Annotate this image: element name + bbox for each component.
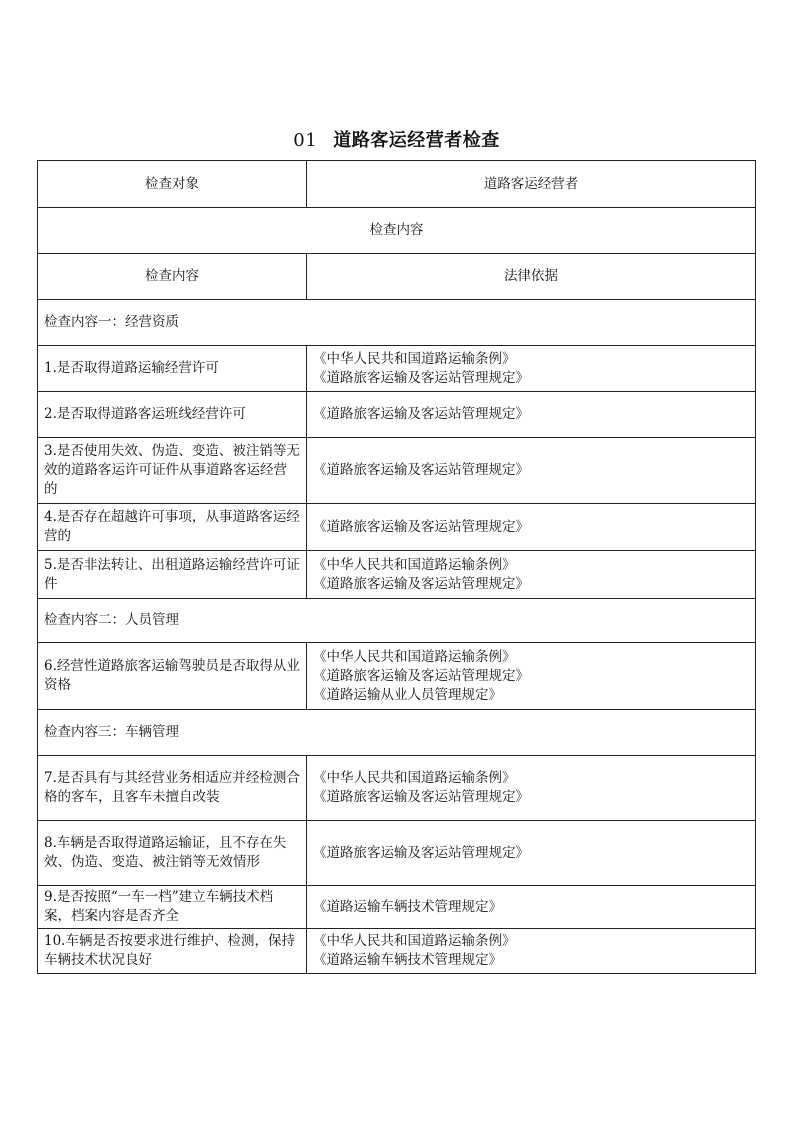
legal-basis-item: 《中华人民共和国道路运输条例》 xyxy=(313,770,516,786)
check-item-text: 9.是否按照“一车一档”建立车辆技术档案，档案内容是否齐全 xyxy=(38,886,307,929)
legal-basis-cell xyxy=(307,504,756,551)
table-row xyxy=(38,392,756,438)
header-row-content-title xyxy=(38,208,756,254)
table-row xyxy=(38,643,756,710)
section-title: 检查内容二：人员管理 xyxy=(38,599,756,643)
object-value: 道路客运经营者 xyxy=(307,161,756,208)
object-label: 检查对象 xyxy=(38,161,307,208)
section-title: 检查内容一：经营资质 xyxy=(38,300,756,346)
legal-basis-item: 《中华人民共和国道路运输条例》 xyxy=(313,648,516,665)
check-item-text: 4.是否存在超越许可事项，从事道路客运经营的 xyxy=(38,504,307,551)
legal-basis-item: 《道路旅客运输及客运站管理规定》 xyxy=(313,844,529,861)
legal-basis-cell xyxy=(307,438,756,504)
legal-basis-item: 《道路运输车辆技术管理规定》 xyxy=(313,898,502,915)
legal-basis-item: 《道路旅客运输及客运站管理规定》 xyxy=(313,789,529,805)
section-row xyxy=(38,599,756,643)
title-number: 01 xyxy=(293,130,318,151)
legal-basis-cell xyxy=(307,551,756,599)
table-row xyxy=(38,504,756,551)
check-item-text: 5.是否非法转让、出租道路运输经营许可证件 xyxy=(38,551,307,599)
table-row xyxy=(38,346,756,392)
check-item-text: 1.是否取得道路运输经营许可 xyxy=(38,346,307,392)
check-item-text: 6.经营性道路旅客运输驾驶员是否取得从业资格 xyxy=(38,643,307,710)
legal-basis-item: 《道路旅客运输及客运站管理规定》 xyxy=(313,575,529,592)
column-header-basis: 法律依据 xyxy=(307,254,756,300)
table-row xyxy=(38,821,756,886)
section-row xyxy=(38,300,756,346)
legal-basis-cell xyxy=(307,756,756,821)
section-title: 检查内容三：车辆管理 xyxy=(38,710,756,756)
legal-basis-cell xyxy=(307,886,756,929)
legal-basis-item: 《道路旅客运输及客运站管理规定》 xyxy=(313,518,529,535)
inspection-table xyxy=(37,160,756,974)
content-title: 检查内容 xyxy=(38,208,756,254)
header-row-columns xyxy=(38,254,756,300)
column-header-content: 检查内容 xyxy=(38,254,307,300)
table-row xyxy=(38,551,756,599)
check-item-text: 8.车辆是否取得道路运输证，且不存在失效、伪造、变造、被注销等无效情形 xyxy=(38,821,307,886)
section-row xyxy=(38,710,756,756)
title-text: 道路客运经营者检查 xyxy=(333,130,500,151)
legal-basis-cell xyxy=(307,346,756,392)
check-item-text: 3.是否使用失效、伪造、变造、被注销等无效的道路客运许可证件从事道路客运经营的 xyxy=(38,438,307,504)
legal-basis-cell xyxy=(307,929,756,974)
table-row xyxy=(38,929,756,974)
legal-basis-item: 《道路运输车辆技术管理规定》 xyxy=(313,952,502,968)
legal-basis-item: 《道路旅客运输及客运站管理规定》 xyxy=(313,667,529,684)
legal-basis-cell xyxy=(307,821,756,886)
table-row xyxy=(38,756,756,821)
check-item-text: 7.是否具有与其经营业务相适应并经检测合格的客车，且客车未擅自改装 xyxy=(38,756,307,821)
check-item-text: 2.是否取得道路客运班线经营许可 xyxy=(38,392,307,438)
legal-basis-item: 《道路旅客运输及客运站管理规定》 xyxy=(313,369,529,386)
legal-basis-item: 《道路旅客运输及客运站管理规定》 xyxy=(313,406,529,422)
legal-basis-item: 《道路运输从业人员管理规定》 xyxy=(313,686,502,703)
page-title xyxy=(0,126,793,152)
table-row xyxy=(38,886,756,929)
legal-basis-item: 《中华人民共和国道路运输条例》 xyxy=(313,933,516,949)
legal-basis-cell xyxy=(307,392,756,438)
legal-basis-item: 《中华人民共和国道路运输条例》 xyxy=(313,350,516,367)
legal-basis-cell xyxy=(307,643,756,710)
header-row-object xyxy=(38,161,756,208)
legal-basis-item: 《道路旅客运输及客运站管理规定》 xyxy=(313,462,529,478)
legal-basis-item: 《中华人民共和国道路运输条例》 xyxy=(313,556,516,573)
table-row xyxy=(38,438,756,504)
check-item-text: 10.车辆是否按要求进行维护、检测，保持车辆技术状况良好 xyxy=(38,929,307,974)
